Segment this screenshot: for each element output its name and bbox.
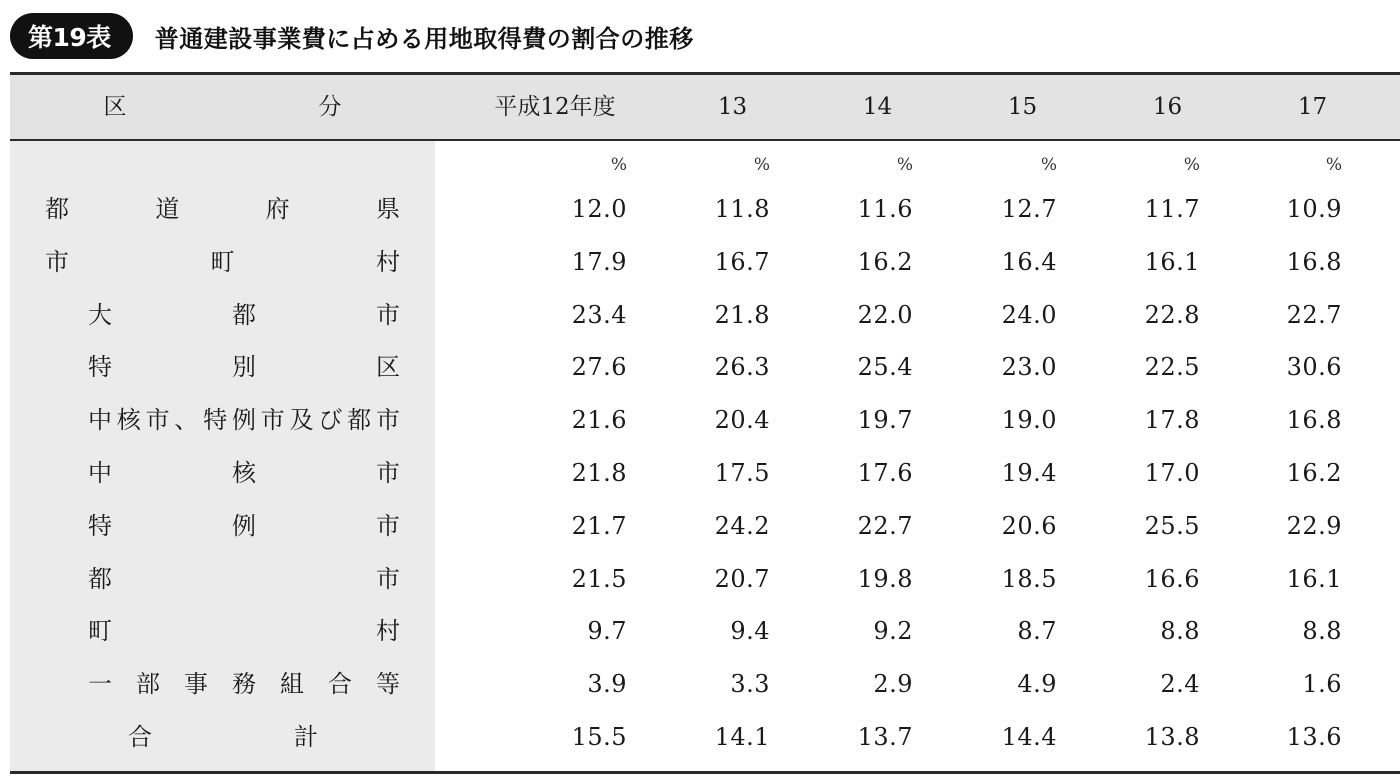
table-title-text: 普通建設事業費に占める用地取得費の割合の推移 <box>154 24 694 53</box>
unit-label: % <box>1040 155 1057 175</box>
row-value: 16.8 <box>1286 406 1342 435</box>
row-value: 27.6 <box>571 353 627 382</box>
row-value: 23.0 <box>1001 353 1057 382</box>
row-value: 13.6 <box>1286 723 1342 751</box>
row-value: 13.8 <box>1144 723 1200 751</box>
row-value: 19.0 <box>1001 406 1057 435</box>
row-value: 25.4 <box>857 353 913 382</box>
row-label: 町 村 <box>88 617 400 646</box>
row-value: 14.4 <box>1001 723 1057 751</box>
row-value: 12.0 <box>571 195 627 223</box>
header-rule <box>10 139 1400 141</box>
row-label: 大 都 市 <box>88 300 400 329</box>
table-row <box>0 553 1400 605</box>
row-value: 11.6 <box>857 195 913 223</box>
row-value: 17.8 <box>1144 406 1200 435</box>
row-value: 10.9 <box>1286 195 1342 223</box>
header-label-char-1: 区 <box>103 94 127 120</box>
table-row <box>0 605 1400 657</box>
row-value: 21.6 <box>571 406 627 435</box>
row-value: 11.7 <box>1144 195 1200 223</box>
unit-label: % <box>610 155 627 175</box>
table-row <box>0 236 1400 288</box>
row-value: 13.7 <box>857 723 913 751</box>
row-value: 2.9 <box>873 670 913 699</box>
row-value: 12.7 <box>1001 195 1057 223</box>
row-value: 23.4 <box>571 300 627 329</box>
row-value: 21.5 <box>571 564 627 593</box>
row-value: 16.7 <box>714 247 770 276</box>
row-value: 20.4 <box>714 406 770 435</box>
row-value: 9.4 <box>730 617 770 646</box>
table-row <box>0 711 1400 763</box>
row-value: 17.5 <box>714 459 770 487</box>
row-value: 21.8 <box>714 300 770 329</box>
row-value: 22.5 <box>1144 353 1200 382</box>
row-value: 18.5 <box>1001 564 1057 593</box>
header-year-2000: 平成12年度 <box>494 94 616 120</box>
unit-label: % <box>1325 155 1342 175</box>
row-value: 11.8 <box>714 195 770 223</box>
row-value: 22.7 <box>1286 300 1342 329</box>
row-value: 20.7 <box>714 564 770 593</box>
row-value: 20.6 <box>1001 511 1057 540</box>
row-value: 22.9 <box>1286 511 1342 540</box>
row-value: 1.6 <box>1302 670 1342 699</box>
row-value: 14.1 <box>714 723 770 751</box>
row-value: 9.7 <box>587 617 627 646</box>
row-value: 30.6 <box>1286 353 1342 382</box>
row-label: 合 計 <box>128 723 318 751</box>
row-value: 2.4 <box>1160 670 1200 699</box>
row-value: 22.8 <box>1144 300 1200 329</box>
row-value: 19.4 <box>1001 459 1057 487</box>
row-label: 一 部 事 務 組 合 等 <box>88 670 400 699</box>
row-value: 9.2 <box>873 617 913 646</box>
row-value: 4.9 <box>1017 670 1057 699</box>
row-value: 17.0 <box>1144 459 1200 487</box>
row-value: 8.7 <box>1017 617 1057 646</box>
row-value: 21.8 <box>571 459 627 487</box>
header-label-char-2: 分 <box>318 94 342 120</box>
row-value: 3.9 <box>587 670 627 699</box>
row-label: 都 市 <box>88 564 400 593</box>
row-value: 16.4 <box>1001 247 1057 276</box>
row-value: 22.0 <box>857 300 913 329</box>
table-row <box>0 394 1400 446</box>
row-value: 19.7 <box>857 406 913 435</box>
row-value: 17.6 <box>857 459 913 487</box>
row-value: 21.7 <box>571 511 627 540</box>
row-value: 26.3 <box>714 353 770 382</box>
table-title <box>10 12 694 60</box>
header-year-2004: 16 <box>1152 94 1183 120</box>
row-value: 24.0 <box>1001 300 1057 329</box>
row-value: 8.8 <box>1160 617 1200 646</box>
row-value: 15.5 <box>571 723 627 751</box>
header-year-2001: 13 <box>717 94 748 120</box>
row-value: 16.2 <box>857 247 913 276</box>
row-label: 特 例 市 <box>88 511 400 540</box>
unit-label: % <box>753 155 770 175</box>
table-number-badge: 第19表 <box>10 13 133 59</box>
row-value: 19.8 <box>857 564 913 593</box>
unit-label: % <box>896 155 913 175</box>
row-label: 都 道 府 県 <box>45 195 400 223</box>
row-value: 8.8 <box>1302 617 1342 646</box>
row-value: 22.7 <box>857 511 913 540</box>
row-value: 17.9 <box>571 247 627 276</box>
row-label: 特 別 区 <box>88 353 400 382</box>
row-value: 16.2 <box>1286 459 1342 487</box>
row-value: 16.6 <box>1144 564 1200 593</box>
row-label: 中 核 市 、 特 例 市 及 び 都 市 <box>88 406 400 435</box>
row-value: 16.1 <box>1286 564 1342 593</box>
table-row <box>0 183 1400 235</box>
row-value: 25.5 <box>1144 511 1200 540</box>
table-row <box>0 341 1400 393</box>
table-row <box>0 289 1400 341</box>
row-label: 中 核 市 <box>88 459 400 487</box>
row-value: 16.8 <box>1286 247 1342 276</box>
row-value: 24.2 <box>714 511 770 540</box>
unit-label: % <box>1183 155 1200 175</box>
table-row <box>0 447 1400 499</box>
table-row <box>0 500 1400 552</box>
header-year-2002: 14 <box>862 94 893 120</box>
header-year-2005: 17 <box>1297 94 1328 120</box>
bottom-rule <box>10 771 1400 774</box>
row-value: 3.3 <box>730 670 770 699</box>
table-row <box>0 658 1400 710</box>
header-year-2003: 15 <box>1007 94 1038 120</box>
row-value: 16.1 <box>1144 247 1200 276</box>
row-label: 市 町 村 <box>45 247 400 276</box>
